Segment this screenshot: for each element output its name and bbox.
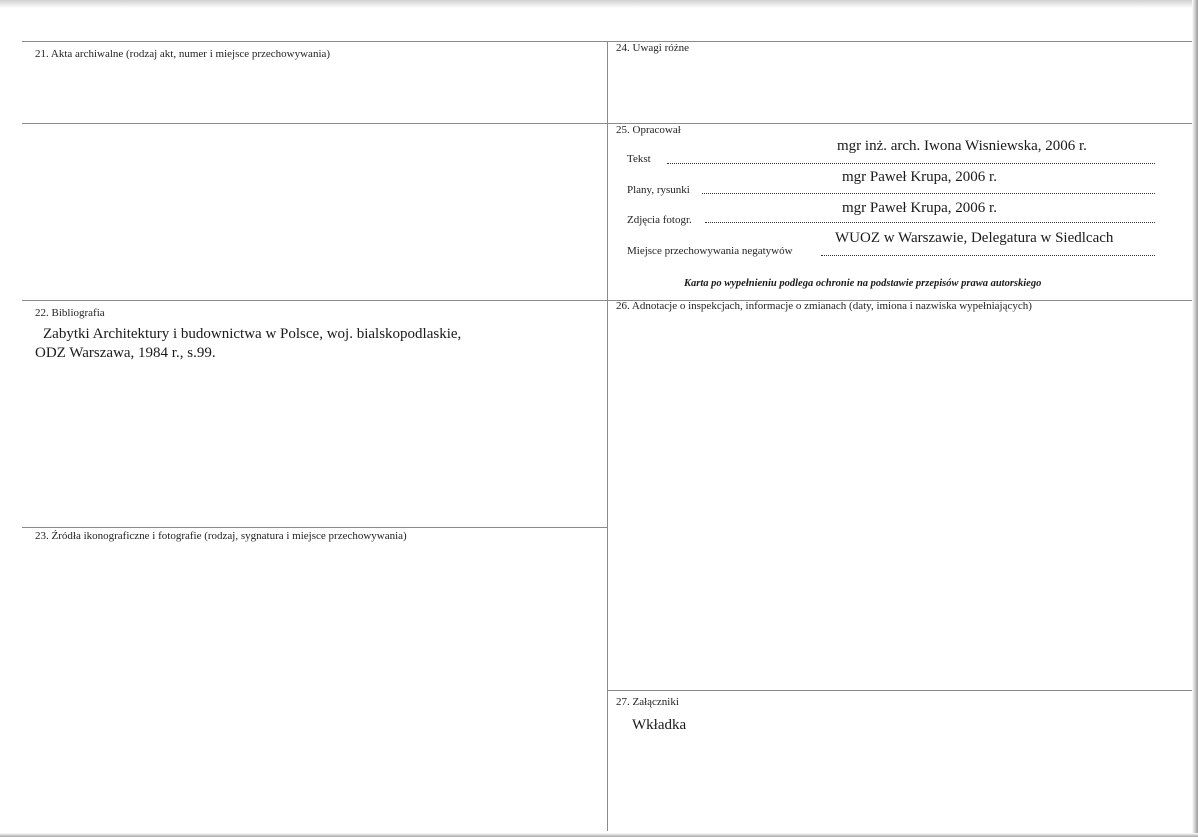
center-divider-line — [607, 41, 608, 831]
right-row-divider-3 — [607, 690, 1192, 691]
section-25-label: 25. Opracował — [616, 124, 681, 136]
section-21-label: 21. Akta archiwalne (rodzaj akt, numer i miejsce przechowywania) — [35, 48, 331, 60]
plany-value: mgr Paweł Krupa, 2006 r. — [842, 169, 997, 185]
section-24-label: 24. Uwagi różne — [616, 42, 690, 54]
tekst-dotted-line — [667, 163, 1155, 164]
attachments-value: Wkładka — [632, 717, 687, 733]
tekst-label: Tekst — [627, 153, 651, 165]
left-row-divider-3 — [22, 527, 607, 528]
plany-dotted-line — [702, 193, 1155, 194]
row-divider-1 — [22, 123, 1192, 124]
negatywy-dotted-line — [821, 255, 1155, 256]
tekst-value: mgr inż. arch. Iwona Wisniewska, 2006 r. — [837, 138, 1087, 154]
scan-edge-right — [1192, 0, 1198, 837]
bibliography-entry-line1: Zabytki Architektury i budownictwa w Polsce, woj. bialskopodlaskie, — [43, 326, 462, 342]
negatywy-value: WUOZ w Warszawie, Delegatura w Siedlcach — [835, 230, 1114, 246]
scan-edge-bottom — [0, 833, 1198, 837]
negatywy-label: Miejsce przechowywania negatywów — [627, 245, 793, 257]
section-26-label: 26. Adnotacje o inspekcjach, informacje o zmianach (daty, imiona i nazwiska wypełniających) — [616, 300, 1032, 312]
section-27-label: 27. Załączniki — [616, 696, 679, 708]
scan-edge-top — [0, 0, 1198, 8]
section-23-label: 23. Źródła ikonograficzne i fotografie (rodzaj, sygnatura i miejsce przechowywania) — [35, 530, 407, 542]
copyright-notice: Karta po wypełnieniu podlega ochronie na podstawie przepisów prawa autorskiego — [684, 278, 1042, 289]
zdjecia-value: mgr Paweł Krupa, 2006 r. — [842, 200, 997, 216]
zdjecia-label: Zdjęcia fotogr. — [627, 214, 692, 226]
section-22-label: 22. Bibliografia — [35, 307, 105, 319]
plany-label: Plany, rysunki — [627, 184, 690, 196]
zdjecia-dotted-line — [705, 222, 1155, 223]
bibliography-entry-line2: ODZ Warszawa, 1984 r., s.99. — [35, 345, 216, 361]
